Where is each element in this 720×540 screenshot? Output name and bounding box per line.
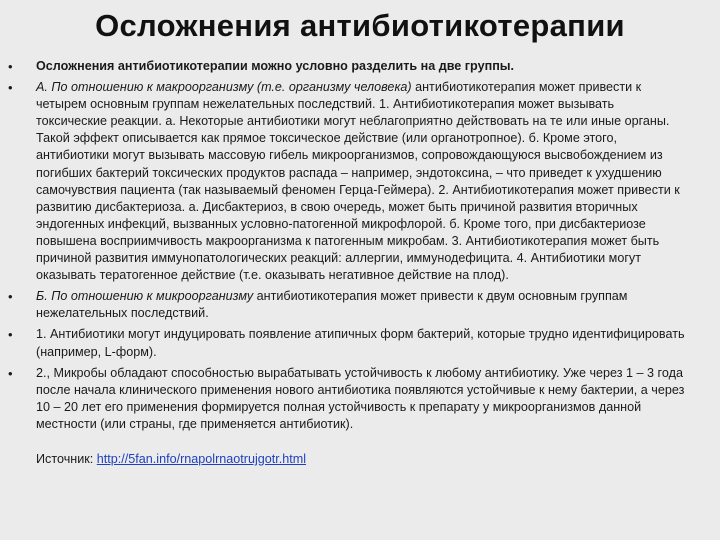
bullet-item-3 bbox=[6, 288, 688, 322]
italic-heading-a: А. По отношению к макроорганизму (т.е. организму человека) bbox=[36, 80, 412, 95]
bullet-marker: • bbox=[8, 80, 13, 96]
source-line bbox=[36, 451, 688, 468]
bullet-text-1: Осложнения антибиотикотерапии можно условно разделить на две группы. bbox=[36, 59, 515, 73]
source-label: Источник: bbox=[36, 451, 97, 466]
bullet-item-1 bbox=[6, 58, 688, 75]
bullet-item-5 bbox=[6, 365, 688, 468]
bullet-marker: • bbox=[8, 289, 13, 305]
bullet-marker: • bbox=[8, 59, 13, 74]
bullet-marker: • bbox=[8, 365, 13, 381]
bullet-text-5 bbox=[36, 365, 688, 468]
slide-title: Осложнения антибиотикотерапии bbox=[95, 8, 625, 43]
bullet-marker: • bbox=[8, 327, 13, 343]
bullet-body-2: антибиотикотерапия может привести к четырем основным группам нежелательных последствий. 1. Антибиотикотерапия может вызывать токсические реакции. а. Некоторые антибиотики могут неблагоприятно действовать на те или иные органы. Такой эффект описывается как прямое токсическое действие (или органотропное). б. Кроме этого, антибиотики могут вызывать массовую гибель микроорганизмов, сопровождающуюся высвобождением из погибших бактерий токсических продуктов распада – например, эндотоксина, – что приведет к ухудшению самочувствия пациента (так называемый феномен Герца-Геймера). 2. Антибиотикотерапия может привести к развитию дисбактериоза. а. Дисбактериоз, в свою очередь, может быть причиной развития вторичных эндогенных инфекций, вызванных условно-патогенной микрофлорой. б. Кроме того, при дисбактериозе повышена восприимчивость макроорганизма к патогенным микробам. 3. Антибиотикотерапия может быть причиной развития иммунопатологических реакций: аллергии, иммунодефицита. 4. Антибиотики могут оказывать тератогенное действие (т.е. оказывать негативное действие на плод). bbox=[36, 80, 680, 283]
bullet-text-2 bbox=[36, 79, 688, 284]
bullet-body-3: антибиотикотерапия может привести к двум основным группам нежелательных последствий. bbox=[36, 289, 628, 321]
source-link[interactable]: http://5fan.info/rnapolrnaotrujgotr.html bbox=[96, 451, 307, 466]
bullet-body-5: 2., Микробы обладают способностью вырабатывать устойчивость к любому антибиотику. Уже через 1 – 3 года после начала клинического применения нового антибиотика появляются устойчивые к нему бактерии, а через 10 – 20 лет его применения формируется полная устойчивость к препарату у микроорганизмов данной местности (или страны, где применяется антибиотик). bbox=[36, 365, 685, 431]
bullet-item-4 bbox=[6, 326, 688, 360]
italic-heading-b: Б. По отношению к микроорганизму bbox=[36, 289, 254, 304]
bullet-list bbox=[6, 58, 688, 472]
bullet-text-4: 1. Антибиотики могут индуцировать появление атипичных форм бактерий, которые трудно идентифицировать (например, L-форм). bbox=[36, 327, 685, 359]
bullet-item-2 bbox=[6, 79, 688, 284]
bullet-text-3 bbox=[36, 288, 688, 322]
